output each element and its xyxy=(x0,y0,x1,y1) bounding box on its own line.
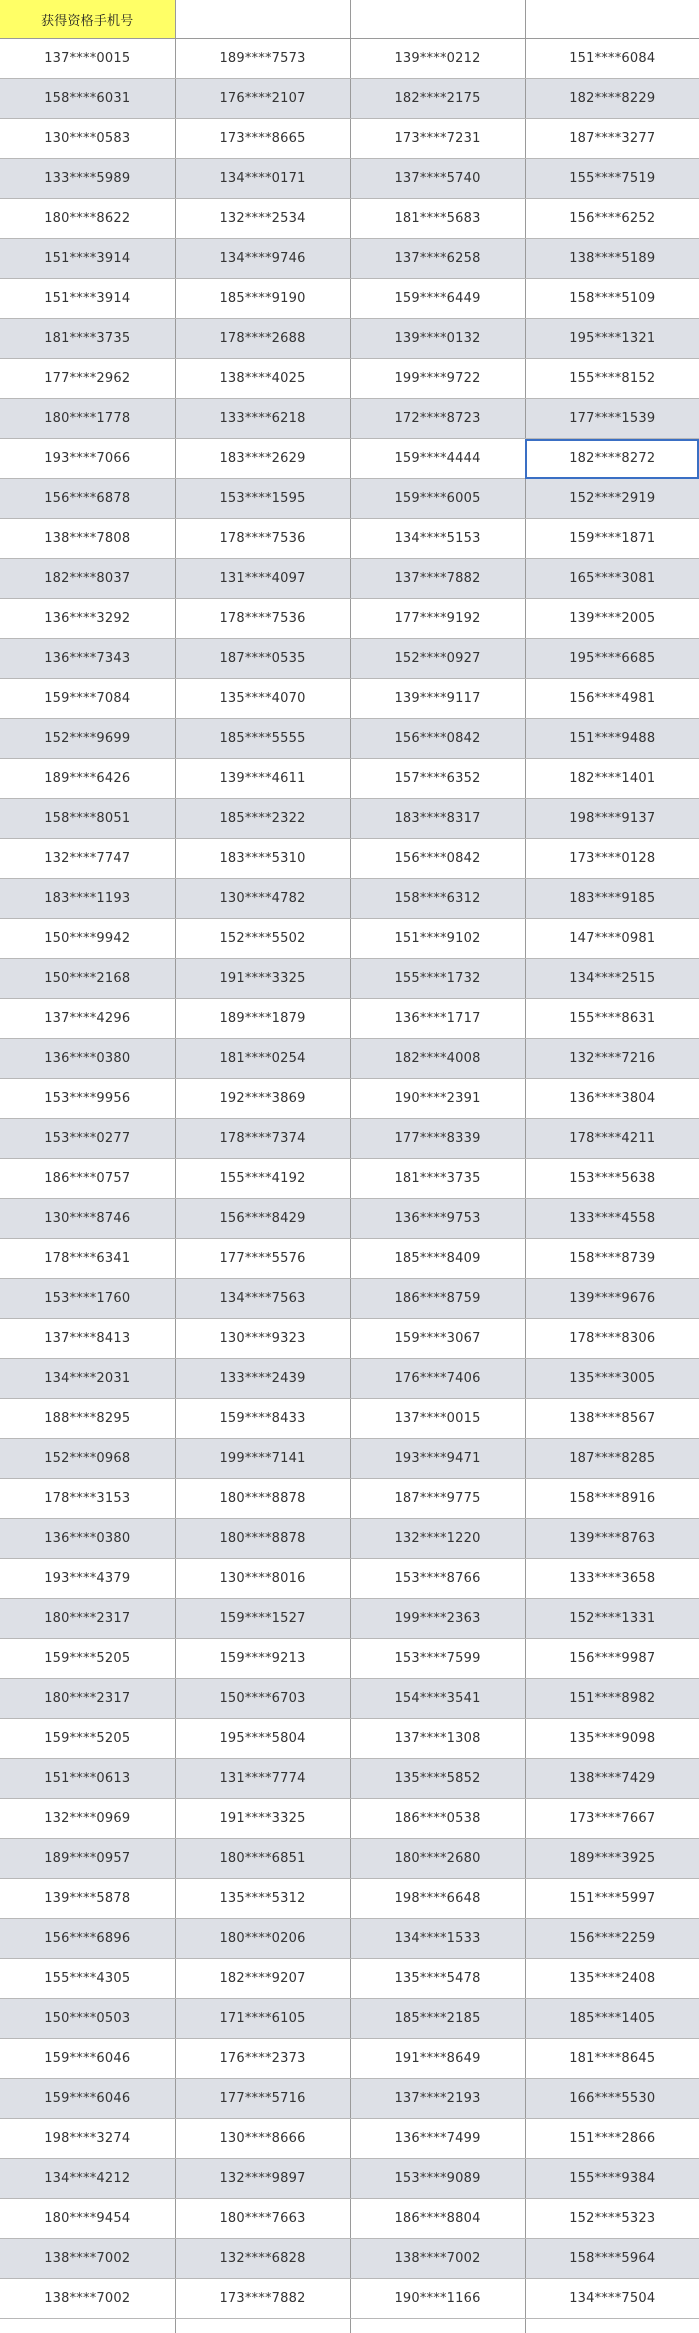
table-cell[interactable]: 176****7406 xyxy=(350,1359,525,1399)
table-row xyxy=(0,1839,699,1879)
table-cell[interactable]: 180****8878 xyxy=(175,1519,350,1559)
table-cell[interactable]: 150****9942 xyxy=(0,919,175,959)
table-row xyxy=(0,1559,699,1599)
table-cell[interactable]: 139****5878 xyxy=(0,1879,175,1919)
table-row xyxy=(0,1519,699,1559)
table-cell[interactable]: 180****9454 xyxy=(0,2199,175,2239)
table-row xyxy=(0,1319,699,1359)
table-cell[interactable]: 154****3541 xyxy=(350,1679,525,1719)
table-row xyxy=(0,1079,699,1119)
table-cell[interactable]: 151****5997 xyxy=(525,1879,699,1919)
table-cell[interactable]: 151****9102 xyxy=(350,919,525,959)
table-cell[interactable]: 183****5310 xyxy=(175,839,350,879)
table-row xyxy=(0,279,699,319)
table-cell[interactable]: 151****2866 xyxy=(525,2119,699,2159)
table-cell[interactable]: 193****7066 xyxy=(0,439,175,479)
table-cell[interactable]: 150****2168 xyxy=(0,959,175,999)
table-cell[interactable]: 191****3325 xyxy=(175,959,350,999)
table-cell[interactable]: 136****0380 xyxy=(0,1039,175,1079)
table-row xyxy=(0,399,699,439)
table-cell[interactable]: 155****7519 xyxy=(525,159,699,199)
table-cell[interactable]: 166****5530 xyxy=(525,2079,699,2119)
table-cell[interactable]: 132****2534 xyxy=(175,199,350,239)
table-cell[interactable]: 176****2373 xyxy=(175,2039,350,2079)
table-cell[interactable]: 180****2680 xyxy=(350,1839,525,1879)
table-row xyxy=(0,639,699,679)
table-cell[interactable]: 152****1331 xyxy=(525,1599,699,1639)
table-cell[interactable]: 178****7374 xyxy=(175,1119,350,1159)
table-cell[interactable]: 138****8567 xyxy=(525,1399,699,1439)
table-row xyxy=(0,879,699,919)
table-row xyxy=(0,2039,699,2079)
table-cell[interactable]: 180****8622 xyxy=(0,199,175,239)
table-cell[interactable]: 134****9746 xyxy=(175,239,350,279)
table-cell[interactable]: 189****1879 xyxy=(175,999,350,1039)
table-cell[interactable]: 193****4379 xyxy=(0,1559,175,1599)
table-row xyxy=(0,1279,699,1319)
table-cell[interactable]: 156****0842 xyxy=(350,719,525,759)
table-cell[interactable]: 150****0503 xyxy=(0,1999,175,2039)
table-cell[interactable]: 198****6648 xyxy=(350,1879,525,1919)
table-cell[interactable]: 139****9117 xyxy=(350,679,525,719)
table-cell[interactable]: 155****8631 xyxy=(525,999,699,1039)
table-cell[interactable]: 151****6084 xyxy=(525,39,699,79)
table-row xyxy=(0,519,699,559)
table-cell[interactable]: 134****4212 xyxy=(0,2159,175,2199)
table-cell[interactable]: 189****6426 xyxy=(0,759,175,799)
table-row xyxy=(0,599,699,639)
table-cell[interactable]: 185****2185 xyxy=(350,1999,525,2039)
table-cell[interactable]: 155****8152 xyxy=(525,359,699,399)
table-cell[interactable]: 132****0969 xyxy=(0,1799,175,1839)
table-cell[interactable]: 156****6878 xyxy=(0,479,175,519)
table-cell[interactable]: 133****6218 xyxy=(175,399,350,439)
table-cell[interactable]: 173****7882 xyxy=(175,2279,350,2319)
table-row xyxy=(0,1239,699,1279)
table-row xyxy=(0,159,699,199)
table-cell[interactable]: 137****1308 xyxy=(350,1719,525,1759)
table-cell[interactable]: 181****3735 xyxy=(350,1159,525,1199)
table-cell[interactable]: 137****2193 xyxy=(350,2079,525,2119)
table-row xyxy=(0,1719,699,1759)
table-cell[interactable]: 159****5205 xyxy=(0,1639,175,1679)
table-cell[interactable]: 182****8037 xyxy=(0,559,175,599)
table-cell[interactable]: 177****5576 xyxy=(175,1239,350,1279)
table-cell[interactable]: 158****8051 xyxy=(0,799,175,839)
table-cell[interactable]: 155****1732 xyxy=(350,959,525,999)
table-cell[interactable]: 159****1871 xyxy=(525,519,699,559)
table-cell[interactable]: 138****4025 xyxy=(175,359,350,399)
table-cell[interactable]: 186****8804 xyxy=(350,2199,525,2239)
table-cell[interactable]: 155****4192 xyxy=(175,1159,350,1199)
table-cell[interactable]: 189****7573 xyxy=(175,39,350,79)
table-cell[interactable]: 135****3005 xyxy=(525,1359,699,1399)
table-cell[interactable]: 134****1533 xyxy=(350,1919,525,1959)
table-cell[interactable]: 178****8306 xyxy=(525,1319,699,1359)
table-row xyxy=(0,1799,699,1839)
table-cell[interactable]: 198****3274 xyxy=(0,2119,175,2159)
table-cell[interactable]: 195****6685 xyxy=(525,639,699,679)
table-cell[interactable]: 182****8272 xyxy=(525,439,699,479)
table-cell[interactable] xyxy=(175,2319,350,2333)
table-cell[interactable]: 153****0277 xyxy=(0,1119,175,1159)
table-cell[interactable]: 136****7343 xyxy=(0,639,175,679)
table-cell[interactable]: 153****1595 xyxy=(175,479,350,519)
table-row xyxy=(0,799,699,839)
table-cell[interactable]: 152****9699 xyxy=(0,719,175,759)
table-row xyxy=(0,79,699,119)
table-cell[interactable]: 193****9471 xyxy=(350,1439,525,1479)
table-row xyxy=(0,2079,699,2119)
table-row xyxy=(0,959,699,999)
table-cell[interactable]: 189****0957 xyxy=(0,1839,175,1879)
table-row xyxy=(0,319,699,359)
table-cell[interactable]: 183****8317 xyxy=(350,799,525,839)
header-cell-empty[interactable] xyxy=(350,0,525,39)
table-cell[interactable]: 134****5153 xyxy=(350,519,525,559)
table-cell[interactable]: 139****0132 xyxy=(350,319,525,359)
table-cell[interactable]: 173****7231 xyxy=(350,119,525,159)
table-cell[interactable]: 180****1778 xyxy=(0,399,175,439)
table-cell[interactable]: 138****7002 xyxy=(0,2239,175,2279)
table-cell[interactable]: 133****5989 xyxy=(0,159,175,199)
table-row xyxy=(0,1639,699,1679)
table-cell[interactable]: 181****8645 xyxy=(525,2039,699,2079)
table-cell[interactable]: 131****7774 xyxy=(175,1759,350,1799)
table-row xyxy=(0,559,699,599)
table-cell[interactable]: 151****9488 xyxy=(525,719,699,759)
table-row xyxy=(0,2159,699,2199)
table-cell[interactable]: 137****6258 xyxy=(350,239,525,279)
table-cell[interactable]: 137****8413 xyxy=(0,1319,175,1359)
table-row-partial xyxy=(0,2319,699,2333)
table-cell[interactable]: 137****5740 xyxy=(350,159,525,199)
table-cell[interactable]: 156****0842 xyxy=(350,839,525,879)
table-cell[interactable]: 178****2688 xyxy=(175,319,350,359)
table-cell[interactable]: 159****3067 xyxy=(350,1319,525,1359)
table-cell[interactable]: 138****5189 xyxy=(525,239,699,279)
table-cell[interactable]: 133****4558 xyxy=(525,1199,699,1239)
table-cell[interactable]: 130****4782 xyxy=(175,879,350,919)
table-row xyxy=(0,1199,699,1239)
table-cell[interactable]: 186****8759 xyxy=(350,1279,525,1319)
table-cell[interactable]: 158****5109 xyxy=(525,279,699,319)
table-cell[interactable]: 195****5804 xyxy=(175,1719,350,1759)
table-cell[interactable]: 178****3153 xyxy=(0,1479,175,1519)
table-cell[interactable]: 191****8649 xyxy=(350,2039,525,2079)
table-cell[interactable]: 199****7141 xyxy=(175,1439,350,1479)
table-cell[interactable]: 159****8433 xyxy=(175,1399,350,1439)
table-cell[interactable]: 136****9753 xyxy=(350,1199,525,1239)
table-row xyxy=(0,1119,699,1159)
table-cell[interactable]: 186****0757 xyxy=(0,1159,175,1199)
table-cell[interactable]: 187****8285 xyxy=(525,1439,699,1479)
table-cell[interactable]: 139****9676 xyxy=(525,1279,699,1319)
table-cell[interactable]: 182****9207 xyxy=(175,1959,350,1999)
table-cell[interactable]: 182****2175 xyxy=(350,79,525,119)
table-cell[interactable]: 133****2439 xyxy=(175,1359,350,1399)
table-row xyxy=(0,1759,699,1799)
table-cell[interactable]: 180****2317 xyxy=(0,1679,175,1719)
table-row xyxy=(0,479,699,519)
table-cell[interactable]: 153****7599 xyxy=(350,1639,525,1679)
table-cell[interactable]: 134****0171 xyxy=(175,159,350,199)
table-row xyxy=(0,759,699,799)
table-cell[interactable]: 178****7536 xyxy=(175,599,350,639)
table-cell[interactable]: 136****1717 xyxy=(350,999,525,1039)
table-cell[interactable] xyxy=(0,2319,175,2333)
table-row xyxy=(0,439,699,479)
table-cell[interactable]: 133****3658 xyxy=(525,1559,699,1599)
table-cell[interactable]: 150****6703 xyxy=(175,1679,350,1719)
table-cell[interactable]: 158****6031 xyxy=(0,79,175,119)
table-row xyxy=(0,1039,699,1079)
table-cell[interactable]: 130****8666 xyxy=(175,2119,350,2159)
table-cell[interactable]: 158****6312 xyxy=(350,879,525,919)
table-cell[interactable]: 199****2363 xyxy=(350,1599,525,1639)
table-row xyxy=(0,2119,699,2159)
table-cell[interactable]: 134****2515 xyxy=(525,959,699,999)
table-cell[interactable]: 136****3292 xyxy=(0,599,175,639)
table-cell[interactable]: 134****7504 xyxy=(525,2279,699,2319)
table-cell[interactable]: 135****9098 xyxy=(525,1719,699,1759)
table-cell[interactable]: 173****8665 xyxy=(175,119,350,159)
table-cell[interactable] xyxy=(525,2319,699,2333)
table-cell[interactable]: 178****6341 xyxy=(0,1239,175,1279)
table-cell[interactable]: 182****1401 xyxy=(525,759,699,799)
table-cell[interactable]: 135****4070 xyxy=(175,679,350,719)
table-cell[interactable]: 130****0583 xyxy=(0,119,175,159)
table-row xyxy=(0,1919,699,1959)
table-cell[interactable]: 156****2259 xyxy=(525,1919,699,1959)
table-row xyxy=(0,199,699,239)
table-cell[interactable]: 172****8723 xyxy=(350,399,525,439)
table-row xyxy=(0,919,699,959)
table-cell[interactable]: 185****8409 xyxy=(350,1239,525,1279)
table-row xyxy=(0,1599,699,1639)
table-cell[interactable]: 153****5638 xyxy=(525,1159,699,1199)
table-cell[interactable]: 137****0015 xyxy=(350,1399,525,1439)
table-cell[interactable]: 153****9956 xyxy=(0,1079,175,1119)
table-row xyxy=(0,1879,699,1919)
table-cell[interactable]: 131****4097 xyxy=(175,559,350,599)
table-cell[interactable]: 183****9185 xyxy=(525,879,699,919)
table-cell[interactable]: 180****7663 xyxy=(175,2199,350,2239)
table-cell[interactable]: 186****0538 xyxy=(350,1799,525,1839)
table-cell[interactable]: 151****3914 xyxy=(0,279,175,319)
table-cell[interactable]: 181****5683 xyxy=(350,199,525,239)
table-cell[interactable]: 139****8763 xyxy=(525,1519,699,1559)
table-cell[interactable]: 139****4611 xyxy=(175,759,350,799)
table-cell[interactable]: 139****2005 xyxy=(525,599,699,639)
table-row xyxy=(0,999,699,1039)
table-cell[interactable]: 158****8739 xyxy=(525,1239,699,1279)
table-cell[interactable]: 156****9987 xyxy=(525,1639,699,1679)
table-cell[interactable]: 153****8766 xyxy=(350,1559,525,1599)
table-cell[interactable]: 153****1760 xyxy=(0,1279,175,1319)
table-cell[interactable]: 187****9775 xyxy=(350,1479,525,1519)
table-row xyxy=(0,1999,699,2039)
table-cell[interactable]: 181****0254 xyxy=(175,1039,350,1079)
header-cell-empty[interactable] xyxy=(175,0,350,39)
table-cell[interactable]: 139****0212 xyxy=(350,39,525,79)
table-cell[interactable]: 183****1193 xyxy=(0,879,175,919)
table-cell[interactable]: 159****4444 xyxy=(350,439,525,479)
table-cell[interactable]: 181****3735 xyxy=(0,319,175,359)
table-cell[interactable]: 134****7563 xyxy=(175,1279,350,1319)
table-cell[interactable]: 138****7002 xyxy=(350,2239,525,2279)
table-row xyxy=(0,1679,699,1719)
header-cell-empty[interactable] xyxy=(525,0,699,39)
table-row xyxy=(0,2279,699,2319)
table-cell[interactable]: 130****8746 xyxy=(0,1199,175,1239)
table-cell[interactable]: 156****4981 xyxy=(525,679,699,719)
table-row xyxy=(0,39,699,79)
table-cell[interactable]: 151****3914 xyxy=(0,239,175,279)
table-cell[interactable]: 130****9323 xyxy=(175,1319,350,1359)
table-cell[interactable]: 159****9213 xyxy=(175,1639,350,1679)
table-cell[interactable]: 192****3869 xyxy=(175,1079,350,1119)
table-cell[interactable]: 136****3804 xyxy=(525,1079,699,1119)
table-cell[interactable]: 187****3277 xyxy=(525,119,699,159)
table-cell[interactable]: 152****2919 xyxy=(525,479,699,519)
table-cell[interactable]: 138****7808 xyxy=(0,519,175,559)
table-cell[interactable]: 135****5852 xyxy=(350,1759,525,1799)
table-cell[interactable]: 155****9384 xyxy=(525,2159,699,2199)
table-cell[interactable]: 180****6851 xyxy=(175,1839,350,1879)
table-cell[interactable]: 195****1321 xyxy=(525,319,699,359)
table-cell[interactable]: 151****8982 xyxy=(525,1679,699,1719)
table-cell[interactable]: 198****9137 xyxy=(525,799,699,839)
table-cell[interactable]: 177****1539 xyxy=(525,399,699,439)
table-cell[interactable]: 159****6046 xyxy=(0,2079,175,2119)
table-cell[interactable]: 132****7216 xyxy=(525,1039,699,1079)
table-row xyxy=(0,1439,699,1479)
table-cell[interactable]: 137****7882 xyxy=(350,559,525,599)
table-cell[interactable]: 147****0981 xyxy=(525,919,699,959)
table-cell[interactable]: 173****0128 xyxy=(525,839,699,879)
table-row xyxy=(0,839,699,879)
table-cell[interactable]: 158****8916 xyxy=(525,1479,699,1519)
table-cell[interactable]: 185****5555 xyxy=(175,719,350,759)
table-cell[interactable]: 152****0968 xyxy=(0,1439,175,1479)
table-cell[interactable]: 177****5716 xyxy=(175,2079,350,2119)
table-cell[interactable]: 173****7667 xyxy=(525,1799,699,1839)
table-row xyxy=(0,119,699,159)
table-row xyxy=(0,1159,699,1199)
table-cell[interactable]: 177****2962 xyxy=(0,359,175,399)
table-cell[interactable]: 151****0613 xyxy=(0,1759,175,1799)
table-cell[interactable]: 189****3925 xyxy=(525,1839,699,1879)
table-cell[interactable]: 155****4305 xyxy=(0,1959,175,1999)
table-cell[interactable]: 177****9192 xyxy=(350,599,525,639)
table-cell[interactable]: 177****8339 xyxy=(350,1119,525,1159)
table-cell[interactable]: 152****5502 xyxy=(175,919,350,959)
table-cell[interactable] xyxy=(350,2319,525,2333)
table-cell[interactable]: 180****0206 xyxy=(175,1919,350,1959)
table-cell[interactable]: 180****8878 xyxy=(175,1479,350,1519)
table-cell[interactable]: 178****4211 xyxy=(525,1119,699,1159)
table-cell[interactable]: 171****6105 xyxy=(175,1999,350,2039)
table-cell[interactable]: 199****9722 xyxy=(350,359,525,399)
table-cell[interactable]: 136****0380 xyxy=(0,1519,175,1559)
table-cell[interactable]: 136****7499 xyxy=(350,2119,525,2159)
table-cell[interactable]: 138****7002 xyxy=(0,2279,175,2319)
table-cell[interactable]: 187****0535 xyxy=(175,639,350,679)
table-cell[interactable]: 165****3081 xyxy=(525,559,699,599)
table-cell[interactable]: 137****4296 xyxy=(0,999,175,1039)
table-cell[interactable]: 138****7429 xyxy=(525,1759,699,1799)
table-cell[interactable]: 185****1405 xyxy=(525,1999,699,2039)
table-cell[interactable]: 159****5205 xyxy=(0,1719,175,1759)
table-cell[interactable]: 182****8229 xyxy=(525,79,699,119)
table-cell[interactable]: 132****7747 xyxy=(0,839,175,879)
table-cell[interactable]: 132****9897 xyxy=(175,2159,350,2199)
table-cell[interactable]: 159****6449 xyxy=(350,279,525,319)
table-cell[interactable]: 190****1166 xyxy=(350,2279,525,2319)
table-cell[interactable]: 158****5964 xyxy=(525,2239,699,2279)
table-cell[interactable]: 137****0015 xyxy=(0,39,175,79)
table-cell[interactable]: 132****1220 xyxy=(350,1519,525,1559)
header-row xyxy=(0,0,699,39)
table-cell[interactable]: 159****6005 xyxy=(350,479,525,519)
table-cell[interactable]: 183****2629 xyxy=(175,439,350,479)
table-cell[interactable]: 134****2031 xyxy=(0,1359,175,1399)
table-row xyxy=(0,239,699,279)
table-cell[interactable]: 159****6046 xyxy=(0,2039,175,2079)
table-cell[interactable]: 157****6352 xyxy=(350,759,525,799)
table-cell[interactable]: 156****6252 xyxy=(525,199,699,239)
table-row xyxy=(0,359,699,399)
table-row xyxy=(0,1479,699,1519)
table-cell[interactable]: 130****8016 xyxy=(175,1559,350,1599)
table-cell[interactable]: 188****8295 xyxy=(0,1399,175,1439)
table-row xyxy=(0,1399,699,1439)
table-cell[interactable]: 185****2322 xyxy=(175,799,350,839)
table-row xyxy=(0,2239,699,2279)
table-cell[interactable]: 182****4008 xyxy=(350,1039,525,1079)
table-cell[interactable]: 191****3325 xyxy=(175,1799,350,1839)
table-cell[interactable]: 190****2391 xyxy=(350,1079,525,1119)
table-cell[interactable]: 135****2408 xyxy=(525,1959,699,1999)
table-cell[interactable]: 180****2317 xyxy=(0,1599,175,1639)
table-cell[interactable]: 176****2107 xyxy=(175,79,350,119)
table-row xyxy=(0,679,699,719)
header-cell-title[interactable]: 获得资格手机号 xyxy=(0,0,175,39)
table-cell[interactable]: 132****6828 xyxy=(175,2239,350,2279)
table-cell[interactable]: 135****5312 xyxy=(175,1879,350,1919)
table-row xyxy=(0,2199,699,2239)
table-cell[interactable]: 156****8429 xyxy=(175,1199,350,1239)
table-cell[interactable]: 178****7536 xyxy=(175,519,350,559)
table-row xyxy=(0,1959,699,1999)
table-cell[interactable]: 159****7084 xyxy=(0,679,175,719)
table-cell[interactable]: 135****5478 xyxy=(350,1959,525,1999)
table-cell[interactable]: 153****9089 xyxy=(350,2159,525,2199)
table-cell[interactable]: 152****0927 xyxy=(350,639,525,679)
table-cell[interactable]: 159****1527 xyxy=(175,1599,350,1639)
table-cell[interactable]: 185****9190 xyxy=(175,279,350,319)
table-cell[interactable]: 152****5323 xyxy=(525,2199,699,2239)
table-cell[interactable]: 156****6896 xyxy=(0,1919,175,1959)
table-row xyxy=(0,719,699,759)
table-row xyxy=(0,1359,699,1399)
